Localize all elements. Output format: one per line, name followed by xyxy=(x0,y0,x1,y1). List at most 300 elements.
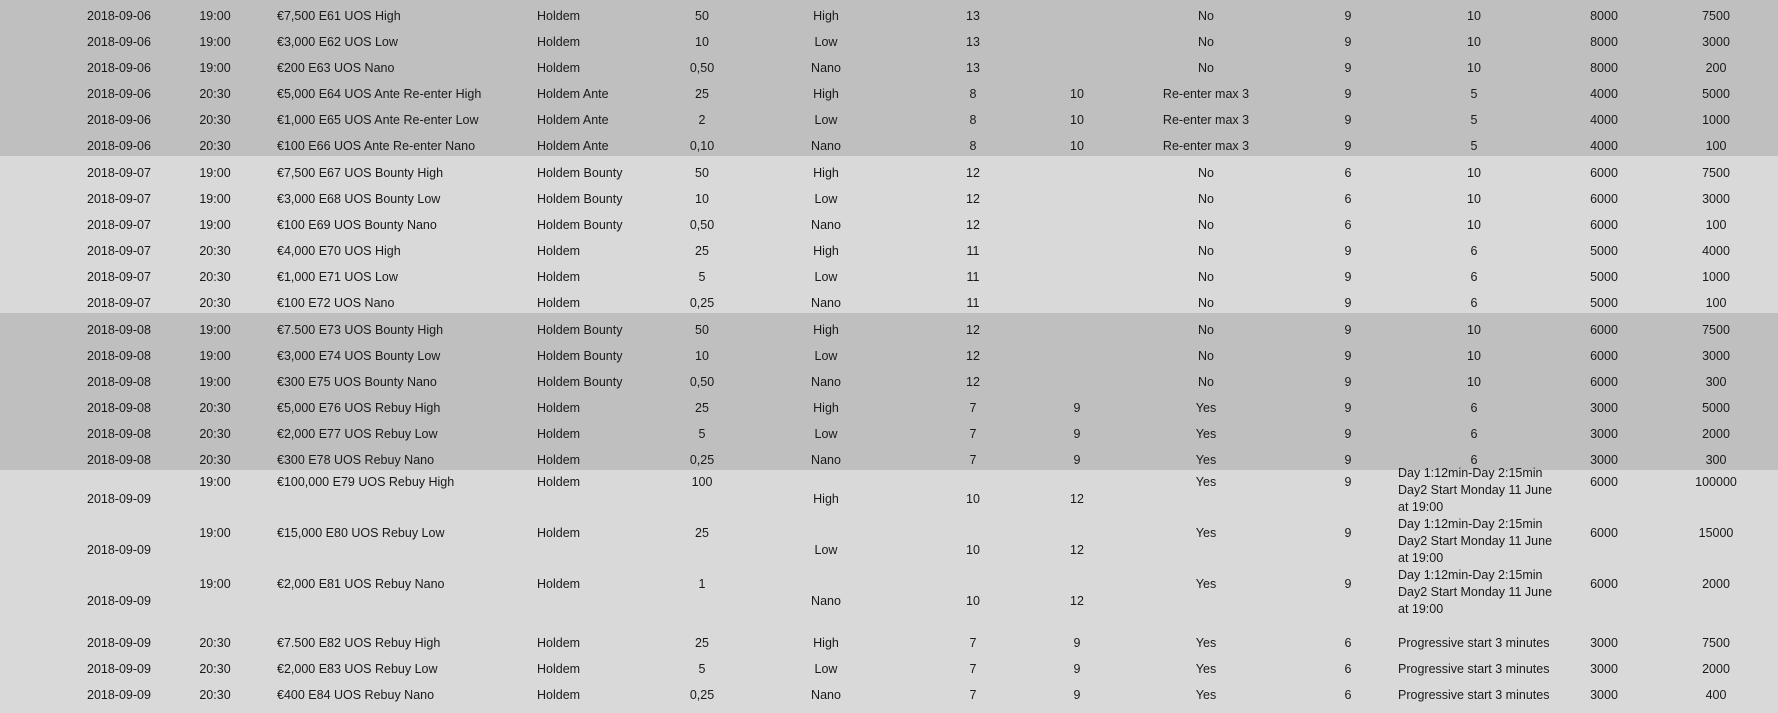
cell-stack: 4000 xyxy=(1590,139,1618,153)
cell-date: 2018-09-09 xyxy=(87,662,151,676)
cell-c1: 13 xyxy=(966,9,980,23)
cell-levels: 6 xyxy=(1470,427,1478,441)
cell-players: 6 xyxy=(1344,636,1352,650)
cell-levels: 10 xyxy=(1467,166,1481,180)
cell-level: Nano xyxy=(811,139,841,153)
cell-c2: 10 xyxy=(1070,87,1084,101)
cell-blind: 0,50 xyxy=(689,375,715,389)
cell-c1: 11 xyxy=(966,244,980,258)
cell-stack: 6000 xyxy=(1590,349,1618,363)
cell-players: 9 xyxy=(1344,244,1352,258)
cell-date: 2018-09-06 xyxy=(87,35,151,49)
cell-date: 2018-09-08 xyxy=(87,323,151,337)
cell-reentry: Yes xyxy=(1195,453,1217,467)
cell-levels: Day 1:12min-Day 2:15min Day2 Start Monday 11 June at 19:00 xyxy=(1398,466,1553,514)
cell-stack: 3000 xyxy=(1590,636,1618,650)
cell-time: 19:00 xyxy=(199,166,231,180)
cell-game: Holdem xyxy=(537,61,581,75)
cell-prize: 100000 xyxy=(1695,475,1737,489)
cell-date: 2018-09-08 xyxy=(87,427,151,441)
cell-levels: Progressive start 3 minutes xyxy=(1398,688,1550,702)
cell-players: 9 xyxy=(1344,270,1352,284)
cell-players: 9 xyxy=(1344,35,1352,49)
cell-c1: 7 xyxy=(969,636,977,650)
cell-c2: 12 xyxy=(1070,543,1084,557)
table-row xyxy=(0,138,1778,164)
cell-time: 20:30 xyxy=(199,636,231,650)
cell-c1: 10 xyxy=(966,492,980,506)
cell-time: 19:00 xyxy=(199,349,231,363)
cell-reentry: No xyxy=(1198,270,1214,284)
cell-level: Nano xyxy=(811,61,841,75)
cell-date: 2018-09-09 xyxy=(87,594,151,608)
cell-blind: 0,50 xyxy=(689,61,715,75)
cell-date: 2018-09-08 xyxy=(87,401,151,415)
cell-event: €100,000 E79 UOS Rebuy High xyxy=(277,475,455,489)
cell-game: Holdem xyxy=(537,526,581,540)
table-row xyxy=(0,217,1778,243)
table-row xyxy=(0,112,1778,138)
cell-prize: 4000 xyxy=(1702,244,1730,258)
cell-blind: 0,25 xyxy=(689,296,715,310)
cell-level: Nano xyxy=(811,375,841,389)
cell-blind: 50 xyxy=(695,166,709,180)
cell-players: 9 xyxy=(1344,526,1352,540)
cell-c1: 8 xyxy=(969,139,977,153)
cell-blind: 5 xyxy=(698,270,706,284)
cell-event: €7,500 E61 UOS High xyxy=(277,9,401,23)
cell-players: 9 xyxy=(1344,427,1352,441)
cell-prize: 100 xyxy=(1705,296,1727,310)
cell-c1: 11 xyxy=(966,296,980,310)
cell-time: 19:00 xyxy=(199,192,231,206)
cell-levels: 10 xyxy=(1467,9,1481,23)
cell-game: Holdem xyxy=(537,636,581,650)
cell-stack: 5000 xyxy=(1590,296,1618,310)
table-row xyxy=(0,322,1778,348)
cell-reentry: Yes xyxy=(1195,577,1217,591)
cell-reentry: Yes xyxy=(1195,688,1217,702)
cell-time: 20:30 xyxy=(199,270,231,284)
cell-reentry: No xyxy=(1198,192,1214,206)
cell-blind: 25 xyxy=(695,526,709,540)
cell-time: 20:30 xyxy=(199,296,231,310)
cell-reentry: Yes xyxy=(1195,475,1217,489)
cell-blind: 25 xyxy=(695,244,709,258)
cell-players: 9 xyxy=(1344,113,1352,127)
cell-game: Holdem Ante xyxy=(537,139,609,153)
cell-game: Holdem xyxy=(537,453,581,467)
table-row xyxy=(0,348,1778,374)
cell-c1: 12 xyxy=(966,323,980,337)
cell-c2: 9 xyxy=(1073,401,1081,415)
cell-reentry: No xyxy=(1198,61,1214,75)
cell-prize: 1000 xyxy=(1702,270,1730,284)
table-row xyxy=(0,60,1778,86)
cell-prize: 3000 xyxy=(1702,192,1730,206)
table-row xyxy=(0,635,1778,661)
table-row xyxy=(0,243,1778,269)
cell-c2: 12 xyxy=(1070,492,1084,506)
cell-time: 20:30 xyxy=(199,688,231,702)
cell-date: 2018-09-07 xyxy=(87,192,151,206)
cell-event: €3,000 E62 UOS Low xyxy=(277,35,398,49)
cell-level: High xyxy=(813,9,839,23)
cell-c2: 10 xyxy=(1070,139,1084,153)
cell-players: 9 xyxy=(1344,475,1352,489)
cell-blind: 25 xyxy=(695,87,709,101)
cell-blind: 10 xyxy=(695,35,709,49)
cell-level: Low xyxy=(814,662,838,676)
cell-prize: 400 xyxy=(1705,688,1727,702)
cell-players: 9 xyxy=(1344,453,1352,467)
cell-event: €2,000 E83 UOS Rebuy Low xyxy=(277,662,438,676)
cell-stack: 8000 xyxy=(1590,35,1618,49)
cell-time: 19:00 xyxy=(199,375,231,389)
cell-prize: 300 xyxy=(1705,453,1727,467)
cell-prize: 5000 xyxy=(1702,401,1730,415)
cell-stack: 6000 xyxy=(1590,526,1618,540)
cell-level: Nano xyxy=(811,296,841,310)
cell-stack: 5000 xyxy=(1590,244,1618,258)
cell-game: Holdem Ante xyxy=(537,87,609,101)
cell-reentry: No xyxy=(1198,9,1214,23)
cell-reentry: No xyxy=(1198,35,1214,49)
cell-game: Holdem Bounty xyxy=(537,166,623,180)
cell-levels: 10 xyxy=(1467,323,1481,337)
cell-date: 2018-09-07 xyxy=(87,166,151,180)
table-row xyxy=(0,269,1778,295)
cell-date: 2018-09-07 xyxy=(87,296,151,310)
cell-date: 2018-09-09 xyxy=(87,492,151,506)
cell-prize: 15000 xyxy=(1698,526,1734,540)
cell-reentry: No xyxy=(1198,375,1214,389)
table-row xyxy=(0,374,1778,400)
cell-stack: 6000 xyxy=(1590,218,1618,232)
table-row xyxy=(0,165,1778,191)
cell-c1: 12 xyxy=(966,192,980,206)
table-row xyxy=(0,661,1778,687)
table-row xyxy=(0,295,1778,321)
cell-levels: Day 1:12min-Day 2:15min Day2 Start Monday 11 June at 19:00 xyxy=(1398,517,1553,565)
cell-levels: Progressive start 3 minutes xyxy=(1398,636,1550,650)
cell-stack: 5000 xyxy=(1590,270,1618,284)
cell-prize: 100 xyxy=(1705,218,1727,232)
cell-c1: 11 xyxy=(966,270,980,284)
cell-event: €200 E63 UOS Nano xyxy=(277,61,395,75)
cell-stack: 3000 xyxy=(1590,427,1618,441)
cell-level: High xyxy=(813,323,839,337)
cell-c1: 12 xyxy=(966,349,980,363)
cell-game: Holdem xyxy=(537,427,581,441)
cell-levels: 6 xyxy=(1470,244,1478,258)
cell-players: 9 xyxy=(1344,139,1352,153)
cell-c1: 8 xyxy=(969,113,977,127)
cell-players: 6 xyxy=(1344,218,1352,232)
cell-reentry: No xyxy=(1198,323,1214,337)
cell-blind: 2 xyxy=(698,113,706,127)
cell-prize: 7500 xyxy=(1702,166,1730,180)
cell-c1: 12 xyxy=(966,375,980,389)
cell-level: Low xyxy=(814,113,838,127)
cell-date: 2018-09-09 xyxy=(87,543,151,557)
cell-time: 20:30 xyxy=(199,113,231,127)
cell-game: Holdem Bounty xyxy=(537,192,623,206)
cell-level: High xyxy=(813,244,839,258)
cell-game: Holdem xyxy=(537,475,581,489)
cell-event: €15,000 E80 UOS Rebuy Low xyxy=(277,526,445,540)
cell-blind: 100 xyxy=(691,475,713,489)
cell-levels: 10 xyxy=(1467,192,1481,206)
cell-level: Nano xyxy=(811,453,841,467)
cell-event: €400 E84 UOS Rebuy Nano xyxy=(277,688,435,702)
cell-time: 20:30 xyxy=(199,139,231,153)
cell-level: Low xyxy=(814,35,838,49)
cell-stack: 3000 xyxy=(1590,401,1618,415)
cell-players: 9 xyxy=(1344,296,1352,310)
cell-reentry: No xyxy=(1198,244,1214,258)
cell-reentry: Re-enter max 3 xyxy=(1162,139,1250,153)
cell-game: Holdem xyxy=(537,270,581,284)
cell-players: 9 xyxy=(1344,61,1352,75)
cell-c2: 9 xyxy=(1073,453,1081,467)
cell-prize: 2000 xyxy=(1702,577,1730,591)
cell-c1: 8 xyxy=(969,87,977,101)
cell-blind: 50 xyxy=(695,9,709,23)
cell-game: Holdem xyxy=(537,9,581,23)
cell-date: 2018-09-08 xyxy=(87,349,151,363)
cell-reentry: Yes xyxy=(1195,636,1217,650)
cell-level: High xyxy=(813,166,839,180)
cell-stack: 6000 xyxy=(1590,166,1618,180)
cell-players: 9 xyxy=(1344,401,1352,415)
cell-blind: 5 xyxy=(698,427,706,441)
cell-blind: 1 xyxy=(698,577,706,591)
cell-c1: 7 xyxy=(969,688,977,702)
cell-c2: 9 xyxy=(1073,427,1081,441)
cell-event: €2,000 E77 UOS Rebuy Low xyxy=(277,427,438,441)
cell-levels: Progressive start 3 minutes xyxy=(1398,662,1550,676)
cell-players: 9 xyxy=(1344,87,1352,101)
cell-players: 9 xyxy=(1344,577,1352,591)
cell-c1: 12 xyxy=(966,166,980,180)
cell-game: Holdem Bounty xyxy=(537,323,623,337)
cell-reentry: Re-enter max 3 xyxy=(1162,113,1250,127)
cell-prize: 3000 xyxy=(1702,349,1730,363)
cell-time: 20:30 xyxy=(199,453,231,467)
cell-level: High xyxy=(813,636,839,650)
cell-c2: 9 xyxy=(1073,662,1081,676)
cell-reentry: Yes xyxy=(1195,662,1217,676)
cell-c2: 12 xyxy=(1070,594,1084,608)
cell-stack: 6000 xyxy=(1590,192,1618,206)
table-row xyxy=(0,687,1778,713)
cell-levels: Day 1:12min-Day 2:15min Day2 Start Monday 11 June at 19:00 xyxy=(1398,568,1553,616)
cell-time: 19:00 xyxy=(199,218,231,232)
cell-level: Nano xyxy=(811,594,841,608)
cell-level: High xyxy=(813,87,839,101)
cell-prize: 7500 xyxy=(1702,9,1730,23)
cell-c2: 10 xyxy=(1070,113,1084,127)
cell-blind: 25 xyxy=(695,636,709,650)
cell-c1: 10 xyxy=(966,594,980,608)
cell-date: 2018-09-06 xyxy=(87,9,151,23)
cell-event: €100 E66 UOS Ante Re-enter Nano xyxy=(277,139,476,153)
cell-game: Holdem xyxy=(537,244,581,258)
table-row xyxy=(0,568,1778,627)
cell-time: 19:00 xyxy=(199,9,231,23)
cell-level: High xyxy=(813,401,839,415)
cell-stack: 3000 xyxy=(1590,688,1618,702)
cell-event: €3,000 E68 UOS Bounty Low xyxy=(277,192,441,206)
cell-date: 2018-09-07 xyxy=(87,244,151,258)
cell-c1: 7 xyxy=(969,453,977,467)
cell-level: High xyxy=(813,492,839,506)
cell-levels: 10 xyxy=(1467,61,1481,75)
cell-levels: 5 xyxy=(1470,139,1478,153)
cell-game: Holdem Bounty xyxy=(537,375,623,389)
cell-reentry: No xyxy=(1198,349,1214,363)
cell-blind: 10 xyxy=(695,349,709,363)
cell-level: Nano xyxy=(811,218,841,232)
cell-blind: 25 xyxy=(695,401,709,415)
cell-stack: 8000 xyxy=(1590,61,1618,75)
cell-c1: 13 xyxy=(966,35,980,49)
cell-levels: 5 xyxy=(1470,113,1478,127)
cell-level: Low xyxy=(814,543,838,557)
cell-players: 9 xyxy=(1344,323,1352,337)
cell-reentry: No xyxy=(1198,166,1214,180)
cell-prize: 1000 xyxy=(1702,113,1730,127)
cell-levels: 10 xyxy=(1467,218,1481,232)
cell-date: 2018-09-09 xyxy=(87,688,151,702)
cell-stack: 3000 xyxy=(1590,453,1618,467)
cell-time: 19:00 xyxy=(199,35,231,49)
cell-event: €1,000 E71 UOS Low xyxy=(277,270,398,284)
cell-c2: 9 xyxy=(1073,688,1081,702)
cell-prize: 200 xyxy=(1705,61,1727,75)
cell-level: Low xyxy=(814,192,838,206)
cell-date: 2018-09-06 xyxy=(87,113,151,127)
cell-prize: 2000 xyxy=(1702,427,1730,441)
cell-event: €1,000 E65 UOS Ante Re-enter Low xyxy=(277,113,479,127)
cell-stack: 4000 xyxy=(1590,113,1618,127)
cell-players: 6 xyxy=(1344,662,1352,676)
cell-levels: 10 xyxy=(1467,35,1481,49)
cell-levels: 6 xyxy=(1470,296,1478,310)
cell-time: 19:00 xyxy=(199,61,231,75)
cell-players: 9 xyxy=(1344,349,1352,363)
cell-stack: 6000 xyxy=(1590,375,1618,389)
cell-game: Holdem Bounty xyxy=(537,349,623,363)
cell-event: €5,000 E76 UOS Rebuy High xyxy=(277,401,441,415)
cell-players: 9 xyxy=(1344,375,1352,389)
cell-c1: 7 xyxy=(969,401,977,415)
cell-prize: 3000 xyxy=(1702,35,1730,49)
cell-prize: 100 xyxy=(1705,139,1727,153)
cell-players: 6 xyxy=(1344,166,1352,180)
cell-date: 2018-09-06 xyxy=(87,61,151,75)
cell-time: 20:30 xyxy=(199,244,231,258)
table-row xyxy=(0,400,1778,426)
cell-event: €300 E75 UOS Bounty Nano xyxy=(277,375,437,389)
cell-event: €7.500 E82 UOS Rebuy High xyxy=(277,636,441,650)
cell-reentry: No xyxy=(1198,218,1214,232)
cell-time: 19:00 xyxy=(199,577,231,591)
cell-players: 6 xyxy=(1344,192,1352,206)
cell-event: €4,000 E70 UOS High xyxy=(277,244,401,258)
cell-players: 6 xyxy=(1344,688,1352,702)
cell-game: Holdem xyxy=(537,577,581,591)
cell-game: Holdem xyxy=(537,662,581,676)
cell-game: Holdem xyxy=(537,296,581,310)
cell-stack: 8000 xyxy=(1590,9,1618,23)
cell-level: Low xyxy=(814,270,838,284)
table-row xyxy=(0,191,1778,217)
cell-blind: 5 xyxy=(698,662,706,676)
cell-game: Holdem xyxy=(537,688,581,702)
cell-prize: 300 xyxy=(1705,375,1727,389)
cell-c1: 7 xyxy=(969,662,977,676)
cell-c1: 13 xyxy=(966,61,980,75)
cell-players: 9 xyxy=(1344,9,1352,23)
cell-reentry: No xyxy=(1198,296,1214,310)
cell-prize: 2000 xyxy=(1702,662,1730,676)
cell-blind: 0,25 xyxy=(689,453,715,467)
cell-event: €100 E72 UOS Nano xyxy=(277,296,395,310)
cell-blind: 10 xyxy=(695,192,709,206)
cell-stack: 3000 xyxy=(1590,662,1618,676)
cell-event: €2,000 E81 UOS Rebuy Nano xyxy=(277,577,445,591)
cell-level: Low xyxy=(814,427,838,441)
cell-date: 2018-09-09 xyxy=(87,636,151,650)
cell-time: 19:00 xyxy=(199,475,231,489)
cell-time: 20:30 xyxy=(199,662,231,676)
cell-blind: 0,25 xyxy=(689,688,715,702)
cell-time: 20:30 xyxy=(199,401,231,415)
cell-c2: 9 xyxy=(1073,636,1081,650)
cell-reentry: Re-enter max 3 xyxy=(1162,87,1250,101)
cell-levels: 5 xyxy=(1470,87,1478,101)
cell-event: €3,000 E74 UOS Bounty Low xyxy=(277,349,441,363)
cell-level: Nano xyxy=(811,688,841,702)
cell-event: €7,500 E67 UOS Bounty High xyxy=(277,166,444,180)
cell-game: Holdem Ante xyxy=(537,113,609,127)
table-row xyxy=(0,86,1778,112)
cell-c1: 12 xyxy=(966,218,980,232)
table-row xyxy=(0,426,1778,452)
cell-prize: 5000 xyxy=(1702,87,1730,101)
cell-date: 2018-09-06 xyxy=(87,139,151,153)
cell-blind: 0,50 xyxy=(689,218,715,232)
cell-c1: 10 xyxy=(966,543,980,557)
cell-stack: 6000 xyxy=(1590,323,1618,337)
cell-time: 19:00 xyxy=(199,526,231,540)
cell-level: Low xyxy=(814,349,838,363)
cell-game: Holdem Bounty xyxy=(537,218,623,232)
cell-c1: 7 xyxy=(969,427,977,441)
table-row xyxy=(0,34,1778,60)
cell-date: 2018-09-08 xyxy=(87,453,151,467)
cell-prize: 7500 xyxy=(1702,636,1730,650)
cell-stack: 6000 xyxy=(1590,577,1618,591)
cell-game: Holdem xyxy=(537,401,581,415)
table-row xyxy=(0,8,1778,34)
cell-time: 20:30 xyxy=(199,87,231,101)
cell-date: 2018-09-07 xyxy=(87,270,151,284)
cell-reentry: Yes xyxy=(1195,427,1217,441)
cell-blind: 0,10 xyxy=(689,139,715,153)
